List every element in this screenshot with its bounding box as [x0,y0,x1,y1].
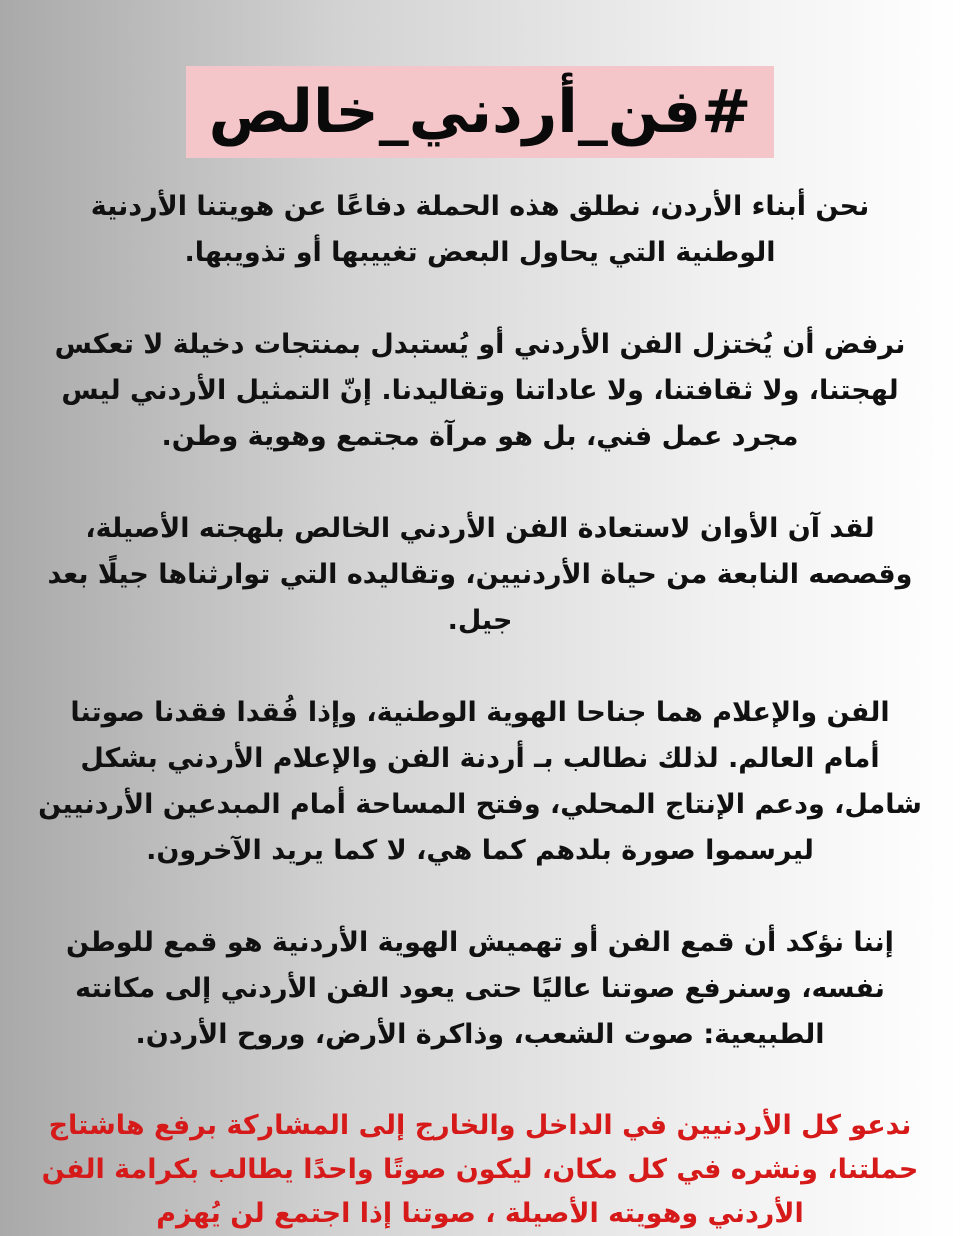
statement-body [38,184,922,1236]
paragraph-intro: نحن أبناء الأردن، نطلق هذه الحملة دفاعًا عن هويتنا الأردنية الوطنية التي يحاول البعض تغييبها أو تذويبها. [90,191,870,268]
hashtag-title: #فن_أردني_خالص [208,77,752,147]
hashtag-title-banner [186,66,774,158]
paragraph-restoration: لقد آن الأوان لاستعادة الفن الأردني الخالص بلهجته الأصيلة، وقصصه النابعة من حياة الأردنيين، وتقاليده التي توارثناها جيلًا بعد جيل. [47,513,913,636]
paragraph-rejection: نرفض أن يُختزل الفن الأردني أو يُستبدل بمنتجات دخيلة لا تعكس لهجتنا، ولا ثقافتنا، ولا عاداتنا وتقاليدنا. إنّ التمثيل الأردني ليس مجرد عمل فني، بل هو مرآة مجتمع وهوية وطن. [54,329,906,452]
call-to-action: ندعو كل الأردنيين في الداخل والخارج إلى المشاركة برفع هاشتاج حملتنا، ونشره في كل مكان، ليكون صوتًا واحدًا يطالب بكرامة الفن الأردني وهويته الأصيلة ، صوتنا إذا اجتمع لن يُهزم [41,1110,919,1229]
paragraph-media: الفن والإعلام هما جناحا الهوية الوطنية، وإذا فُقدا فقدنا صوتنا أمام العالم. لذلك نطالب بـ أردنة الفن والإعلام الأردني بشكل شامل، ودعم الإنتاج المحلي، وفتح المساحة أمام المبدعين الأردنيين ليرسموا صورة بلدهم كما هي، لا كما يريد الآخرون. [38,697,922,866]
paragraph-affirmation: إننا نؤكد أن قمع الفن أو تهميش الهوية الأردنية هو قمع للوطن نفسه، وسنرفع صوتنا عاليًا حتى يعود الفن الأردني إلى مكانته الطبيعية: صوت الشعب، وذاكرة الأرض، وروح الأردن. [66,927,894,1050]
